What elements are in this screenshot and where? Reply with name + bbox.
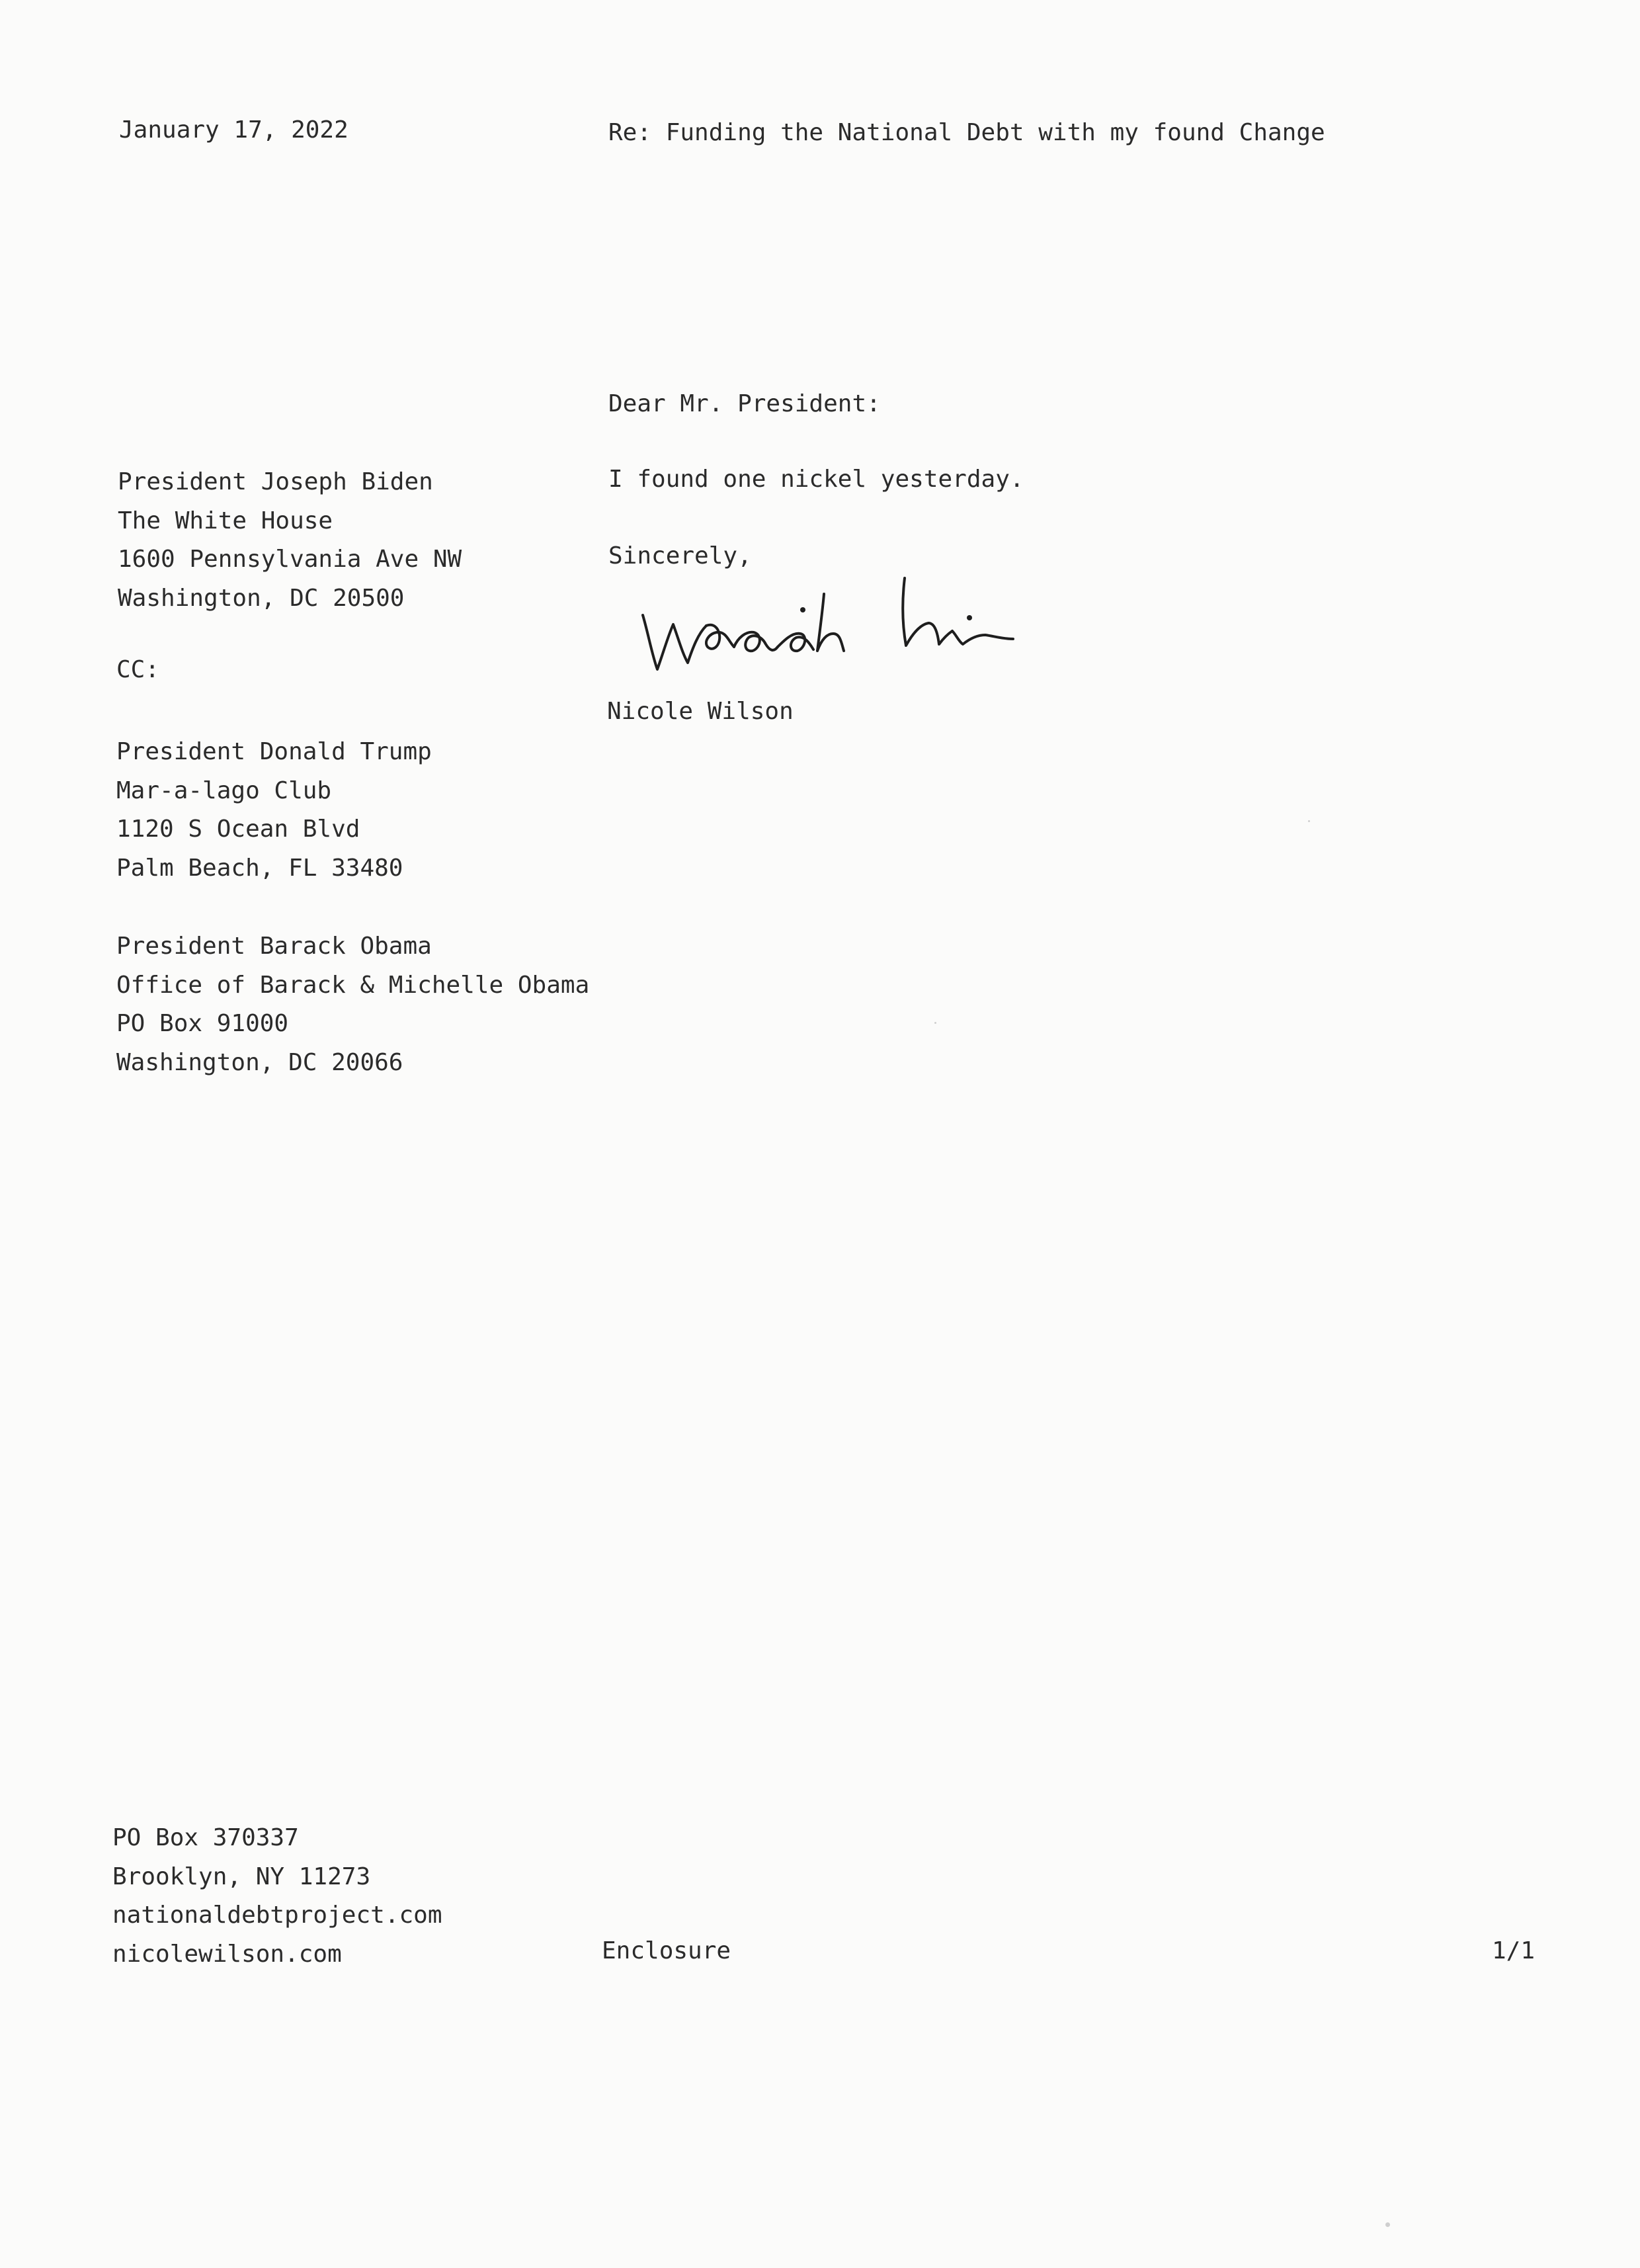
recipient-line: President Joseph Biden xyxy=(118,468,433,495)
signer-name: Nicole Wilson xyxy=(607,698,794,725)
cc-recipient-line: 1120 S Ocean Blvd xyxy=(116,816,360,843)
recipient-address xyxy=(118,463,462,618)
recipient-line: 1600 Pennsylvania Ave NW xyxy=(118,546,462,573)
recipient-line: The White House xyxy=(118,507,333,534)
letter-subject: Re: Funding the National Debt with my found Change xyxy=(608,119,1325,146)
footer-website-line: nicolewilson.com xyxy=(112,1940,342,1968)
scan-speck xyxy=(1385,2222,1390,2227)
footer-address xyxy=(112,1819,442,1974)
cc-recipient-address xyxy=(116,733,432,888)
page-number: 1/1 xyxy=(1492,1937,1536,1964)
cc-recipient-line: President Barack Obama xyxy=(116,933,432,960)
cc-recipient-line: Mar-a-lago Club xyxy=(116,777,332,804)
recipient-line: Washington, DC 20500 xyxy=(118,584,405,612)
scan-speck xyxy=(1308,820,1310,822)
cc-recipient-address xyxy=(116,927,589,1082)
cc-recipient-line: Office of Barack & Michelle Obama xyxy=(116,971,590,999)
cc-recipient-line: President Donald Trump xyxy=(116,738,432,765)
scan-speck xyxy=(934,1022,936,1024)
signature-graphic xyxy=(635,570,1032,683)
footer-address-line: PO Box 370337 xyxy=(112,1824,299,1851)
cc-recipient-line: PO Box 91000 xyxy=(116,1010,289,1037)
enclosure-note: Enclosure xyxy=(602,1937,731,1964)
salutation: Dear Mr. President: xyxy=(608,390,881,417)
closing: Sincerely, xyxy=(608,542,752,569)
letter-date: January 17, 2022 xyxy=(119,116,348,144)
handwritten-signature xyxy=(635,570,1032,683)
cc-label: CC: xyxy=(116,656,160,683)
cc-recipient-line: Washington, DC 20066 xyxy=(116,1048,403,1076)
footer-address-line: Brooklyn, NY 11273 xyxy=(112,1863,371,1890)
footer-website-line: nationaldebtproject.com xyxy=(112,1902,442,1929)
cc-recipient-line: Palm Beach, FL 33480 xyxy=(116,854,403,882)
letter-body: I found one nickel yesterday. xyxy=(608,466,1024,493)
